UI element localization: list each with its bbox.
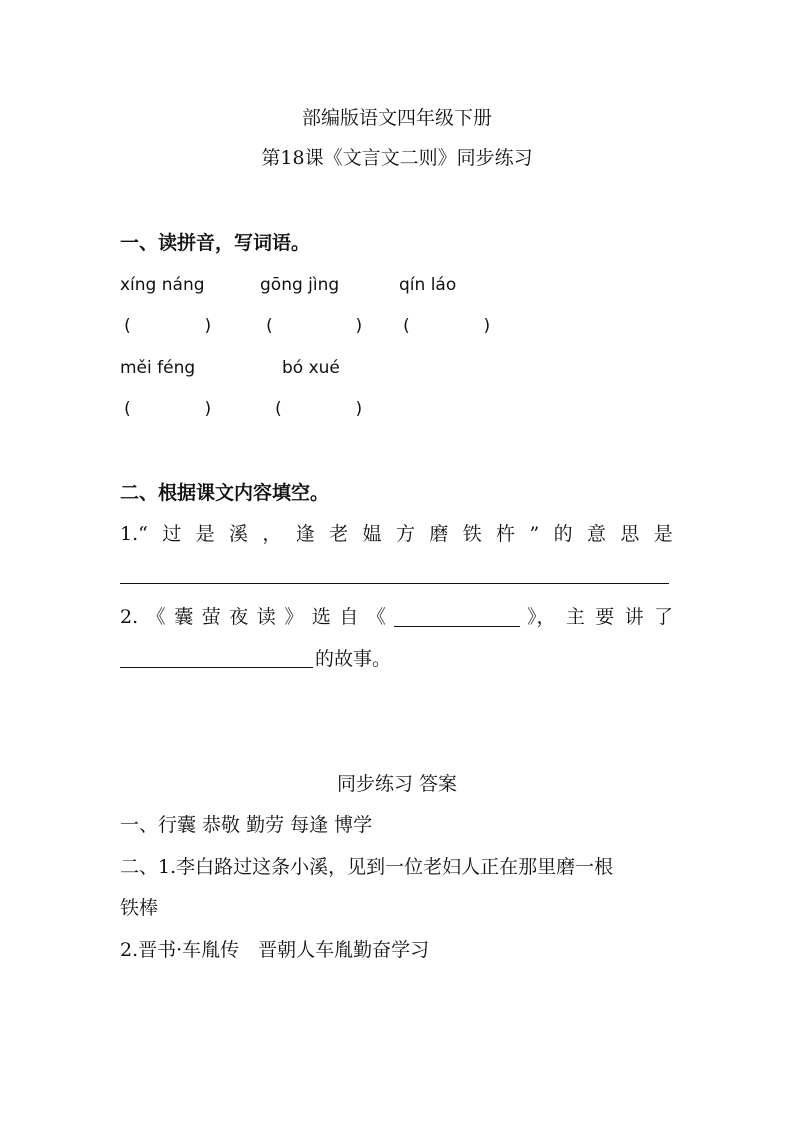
blank-story-summary (120, 667, 313, 668)
answer-paren-open: ( (401, 316, 412, 336)
q1-char: 磨 (429, 523, 449, 545)
q2-char: 囊 (174, 606, 194, 628)
q2-char: 》， (527, 606, 556, 628)
question-2-text-end (527, 605, 673, 629)
answer-paren-open: ( (273, 399, 284, 419)
pinyin-mei-feng: měi féng (120, 358, 196, 378)
page-subtitle: 第18课《文言文二则》同步练习 (261, 147, 533, 169)
pinyin-bo-xue: bó xué (282, 358, 340, 378)
question-1-text (120, 522, 673, 546)
q2-char: 主 (565, 606, 585, 628)
q2-char: 夜 (229, 606, 249, 628)
question-2-text-start (120, 605, 386, 629)
q1-char: 逢 (295, 523, 315, 545)
answer-paren-close: ) (203, 399, 214, 419)
q1-char: 过 (162, 523, 182, 545)
answer-line-1: 一、行囊 恭敬 勤劳 每逢 博学 (120, 814, 373, 836)
pinyin-gong-jing: gōng jìng (260, 275, 340, 295)
q1-char: 是 (653, 523, 673, 545)
q1-char: 老 (329, 523, 349, 545)
q2-char: 《 (146, 606, 166, 628)
q1-char: ， (262, 523, 282, 545)
blank-source-book (394, 626, 520, 627)
q2-char: 2. (120, 606, 139, 628)
answer-line-4: 2.晋书·车胤传 晋朝人车胤勤奋学习 (120, 939, 430, 961)
q1-char: 溪 (229, 523, 249, 545)
answer-line-q1 (120, 583, 669, 584)
q2-char: 了 (653, 606, 673, 628)
answer-paren-close: ) (354, 316, 365, 336)
answer-paren-close: ) (354, 399, 365, 419)
answer-paren-close: ) (482, 316, 493, 336)
answers-title: 同步练习 答案 (336, 773, 458, 795)
answer-paren-close: ) (203, 316, 214, 336)
question-2-tail: 的故事。 (315, 648, 392, 670)
answer-paren-open: ( (264, 316, 275, 336)
q1-char: ” (529, 523, 540, 545)
q1-char: 媪 (362, 523, 382, 545)
pinyin-xing-nang: xíng náng (120, 275, 205, 295)
q1-char: 方 (395, 523, 415, 545)
q1-char: 思 (620, 523, 640, 545)
q1-char: 铁 (462, 523, 482, 545)
section2-heading: 二、根据课文内容填空。 (120, 482, 330, 504)
q2-char: 自 (339, 606, 359, 628)
pinyin-qin-lao: qín láo (399, 275, 457, 295)
answer-paren-open: ( (122, 316, 133, 336)
section1-heading: 一、读拼音，写词语。 (120, 232, 311, 254)
q2-char: 萤 (201, 606, 221, 628)
q1-char: 的 (553, 523, 573, 545)
answer-paren-open: ( (122, 399, 133, 419)
q2-char: 》 (284, 606, 304, 628)
q2-char: 《 (366, 606, 386, 628)
q2-char: 读 (256, 606, 276, 628)
q1-char: 1.“ (120, 523, 148, 545)
answer-line-2: 二、1.李白路过这条小溪，见到一位老妇人正在那里磨一根 (120, 856, 614, 878)
q2-char: 讲 (624, 606, 644, 628)
q1-char: 杵 (496, 523, 516, 545)
q1-char: 是 (195, 523, 215, 545)
q2-char: 选 (311, 606, 331, 628)
q2-char: 要 (595, 606, 615, 628)
answer-line-3: 铁棒 (120, 897, 159, 919)
q1-char: 意 (587, 523, 607, 545)
page-title: 部编版语文四年级下册 (301, 107, 492, 129)
